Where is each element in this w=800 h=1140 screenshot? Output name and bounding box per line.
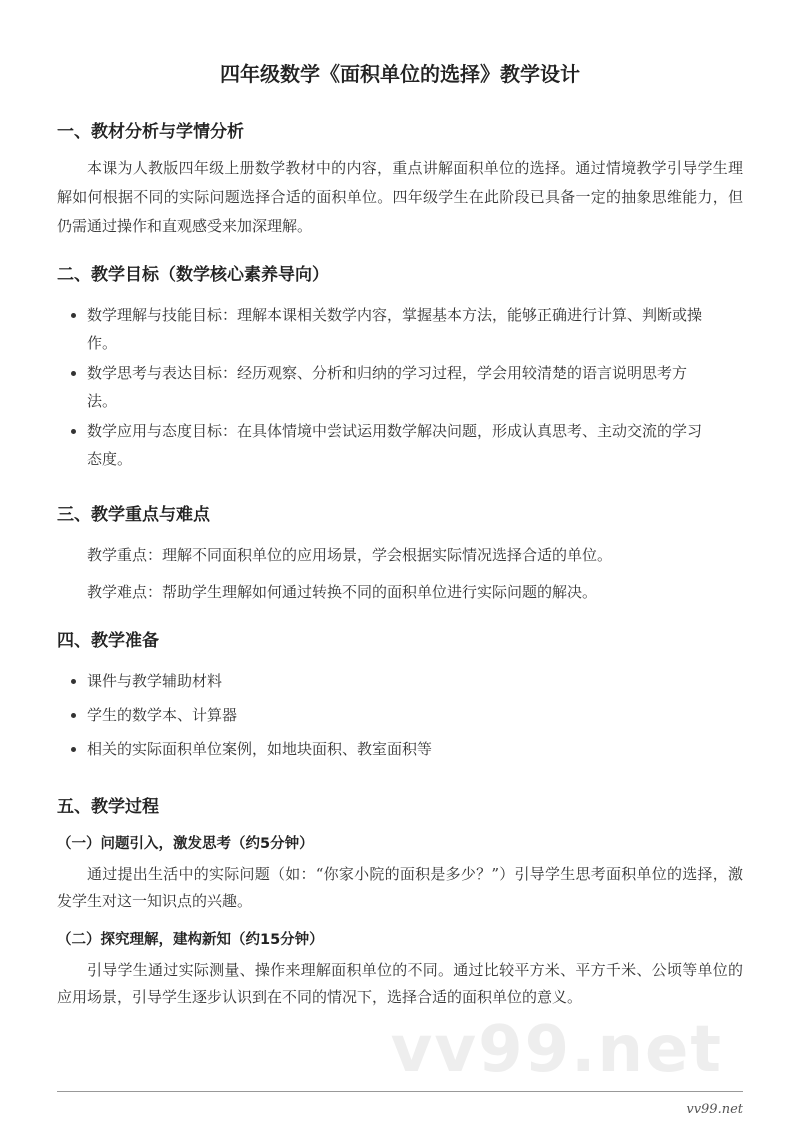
section-2-heading: 二、教学目标（数学核心素养导向） [57, 265, 329, 285]
difficult-point: 教学难点：帮助学生理解如何通过转换不同的面积单位进行实际问题的解决。 [87, 583, 598, 601]
section-1-paragraph: 本课为人教版四年级上册数学教材中的内容，重点讲解面积单位的选择。通过情境教学引导学生理解如何根据不同的实际问题选择合适的面积单位。四年级学生在此阶段已具备一定的抽象思维能力，但仍需通过操作和直观感受来加深理解。 [57, 159, 743, 235]
key-point: 教学重点：理解不同面积单位的应用场景，学会根据实际情况选择合适的单位。 [87, 546, 613, 564]
section-4-heading: 四、教学准备 [57, 631, 159, 651]
footer-divider [57, 1091, 743, 1092]
section-1-heading: 一、教材分析与学情分析 [57, 122, 244, 142]
list-item: • 数学思考与表达目标：经历观察、分析和归纳的学习过程，学会用较清楚的语言说明思考方法。 [87, 359, 713, 415]
section-5 [57, 795, 743, 1011]
watermark: vv99.net [390, 1013, 723, 1087]
section-2 [57, 263, 743, 473]
list-item: • 相关的实际面积单位案例，如地块面积、教室面积等 [87, 733, 713, 765]
list-item: • 数学理解与技能目标：理解本课相关数学内容，掌握基本方法，能够正确进行计算、判断或操作。 [87, 301, 713, 357]
subsection-2-heading: （二）探究理解，建构新知（约15分钟） [57, 932, 324, 948]
footer-site: vv99.net [686, 1102, 743, 1117]
section-1 [57, 120, 743, 241]
section-3 [57, 503, 743, 607]
subsection-1-heading: （一）问题引入，激发思考（约5分钟） [57, 836, 314, 852]
list-item: • 学生的数学本、计算器 [87, 699, 713, 731]
document-title: 四年级数学《面积单位的选择》教学设计 [220, 62, 580, 86]
section-5-heading: 五、教学过程 [57, 797, 159, 817]
list-item: • 课件与教学辅助材料 [87, 665, 713, 697]
section-2-list [57, 301, 743, 473]
subsection-2-paragraph: 引导学生通过实际测量、操作来理解面积单位的不同。通过比较平方米、平方千米、公顷等单位的应用场景，引导学生逐步认识到在不同的情况下，选择合适的面积单位的意义。 [57, 961, 743, 1006]
section-4 [57, 629, 743, 765]
subsection-1-paragraph: 通过提出生活中的实际问题（如：“你家小院的面积是多少？”）引导学生思考面积单位的选择，激发学生对这一知识点的兴趣。 [57, 865, 743, 910]
section-4-list [57, 665, 743, 765]
section-3-heading: 三、教学重点与难点 [57, 505, 210, 525]
list-item: • 数学应用与态度目标：在具体情境中尝试运用数学解决问题，形成认真思考、主动交流的学习态度。 [87, 417, 713, 473]
